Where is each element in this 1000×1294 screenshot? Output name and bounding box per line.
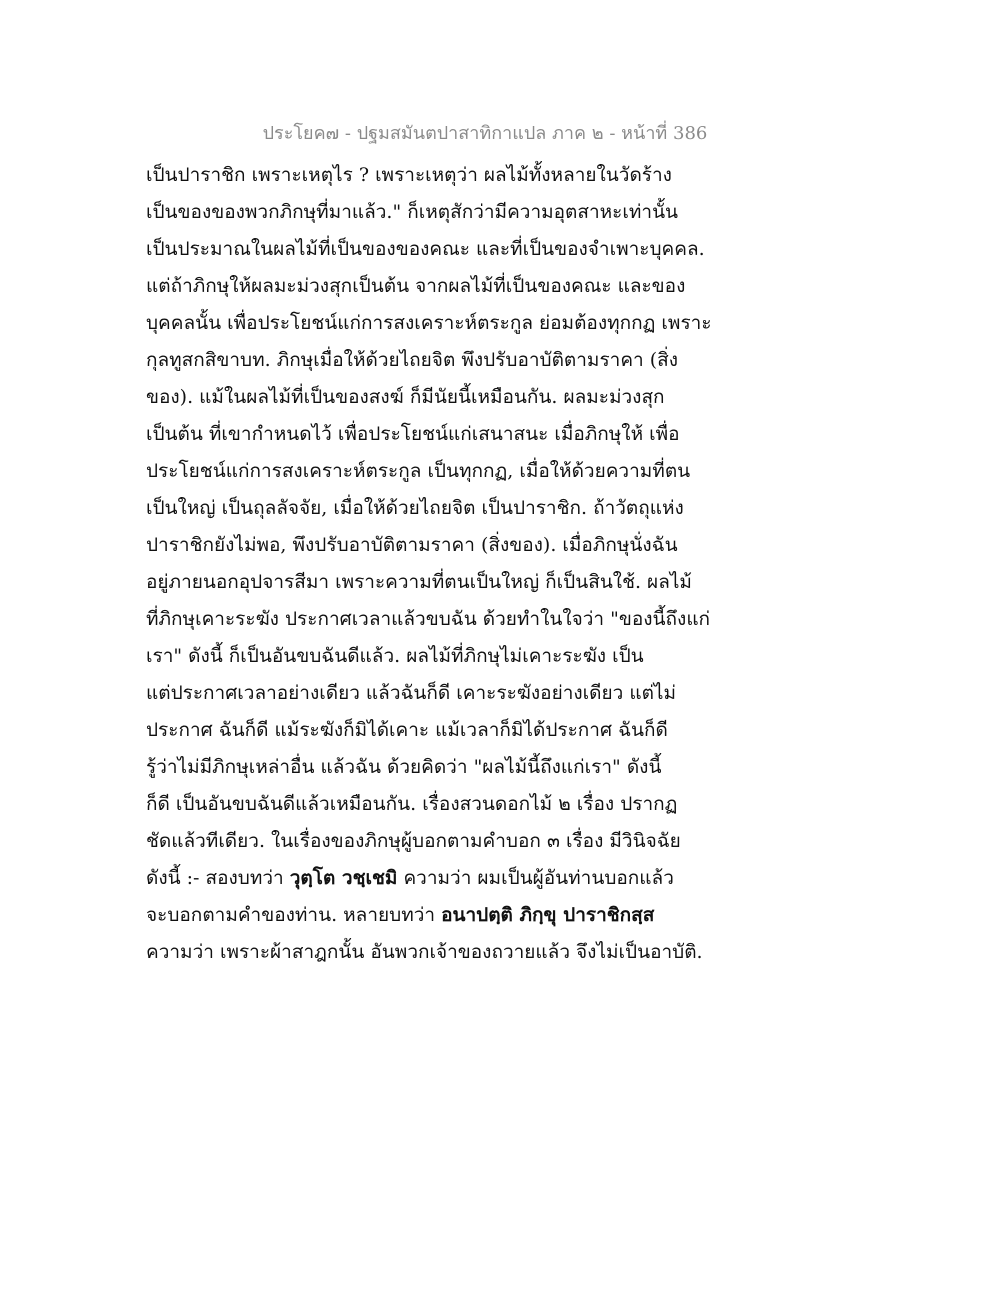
text-line: กุลทูสกสิขาบท. ภิกษุเมื่อให้ด้วยไถยจิต พึงปรับอาบัติตามราคา (สิ่ง	[146, 349, 679, 371]
text-line: เป็นของของพวกภิกษุที่มาแล้ว." ก็เหตุสักว่ามีความอุตสาหะเท่านั้น	[146, 201, 679, 223]
text-line	[146, 897, 726, 934]
text-line: เป็นปาราชิก เพราะเหตุไร ? เพราะเหตุว่า ผลไม้ทั้งหลายในวัดร้าง	[146, 164, 672, 186]
line-text: จะบอกตามคำของท่าน. หลายบทว่า	[146, 904, 442, 926]
line-text: ความว่า ผมเป็นผู้อันท่านบอกแล้ว	[397, 867, 674, 889]
text-line: ความว่า เพราะผ้าสาฎกนั้น อันพวกเจ้าของถวายแล้ว จึงไม่เป็นอาบัติ.	[146, 941, 703, 963]
text-line: เป็นต้น ที่เขากำหนดไว้ เพื่อประโยชน์แก่เสนาสนะ เมื่อภิกษุให้ เพื่อ	[146, 423, 680, 445]
pali-term-bold: อนาปตฺติ ภิกฺขุ ปาราชิกสฺส	[441, 904, 655, 926]
running-header: ประโยค๗ - ปฐมสมันตปาสาทิกาแปล ภาค ๒ - หน้าที่ 386	[262, 123, 708, 144]
text-line: ของ). แม้ในผลไม้ที่เป็นของสงฆ์ ก็มีนัยนี้เหมือนกัน. ผลมะม่วงสุก	[146, 386, 665, 408]
text-line: แต่ประกาศเวลาอย่างเดียว แล้วฉันก็ดี เคาะระฆังอย่างเดียว แต่ไม่	[146, 682, 676, 704]
pali-term-bold: วุตฺโต วชฺเชมิ	[289, 867, 398, 889]
text-line	[146, 860, 726, 897]
text-line: เป็นประมาณในผลไม้ที่เป็นของของคณะ และที่เป็นของจำเพาะบุคคล.	[146, 238, 705, 260]
text-line: ชัดแล้วทีเดียว. ในเรื่องของภิกษุผู้บอกตามคำบอก ๓ เรื่อง มีวินิจฉัย	[146, 830, 681, 852]
body-text	[146, 157, 726, 971]
text-line: รู้ว่าไม่มีภิกษุเหล่าอื่น แล้วฉัน ด้วยคิดว่า "ผลไม้นี้ถึงแก่เรา" ดังนี้	[146, 756, 662, 778]
line-text: ดังนี้ :- สองบทว่า	[146, 867, 290, 889]
text-line: เรา" ดังนี้ ก็เป็นอันขบฉันดีแล้ว. ผลไม้ที่ภิกษุไม่เคาะระฆัง เป็น	[146, 645, 644, 667]
text-line: อยู่ภายนอกอุปจารสีมา เพราะความที่ตนเป็นใหญ่ ก็เป็นสินใช้. ผลไม้	[146, 571, 692, 593]
text-line: บุคคลนั้น เพื่อประโยชน์แก่การสงเคราะห์ตระกูล ย่อมต้องทุกกฏ เพราะ	[146, 312, 712, 334]
text-line: แต่ถ้าภิกษุให้ผลมะม่วงสุกเป็นต้น จากผลไม้ที่เป็นของคณะ และของ	[146, 275, 686, 297]
text-line: ที่ภิกษุเคาะระฆัง ประกาศเวลาแล้วขบฉัน ด้วยทำในใจว่า "ของนี้ถึงแก่	[146, 608, 711, 630]
text-line: เป็นใหญ่ เป็นถุลลัจจัย, เมื่อให้ด้วยไถยจิต เป็นปาราชิก. ถ้าวัตถุแห่ง	[146, 497, 684, 519]
text-line: ก็ดี เป็นอันขบฉันดีแล้วเหมือนกัน. เรื่องสวนดอกไม้ ๒ เรื่อง ปรากฏ	[146, 793, 678, 815]
text-line: ประโยชน์แก่การสงเคราะห์ตระกูล เป็นทุกกฏ, เมื่อให้ด้วยความที่ตน	[146, 460, 691, 482]
text-line: ประกาศ ฉันก็ดี แม้ระฆังก็มิได้เคาะ แม้เวลาก็มิได้ประกาศ ฉันก็ดี	[146, 719, 668, 741]
text-line: ปาราชิกยังไม่พอ, พึงปรับอาบัติตามราคา (สิ่งของ). เมื่อภิกษุนั่งฉัน	[146, 534, 678, 556]
